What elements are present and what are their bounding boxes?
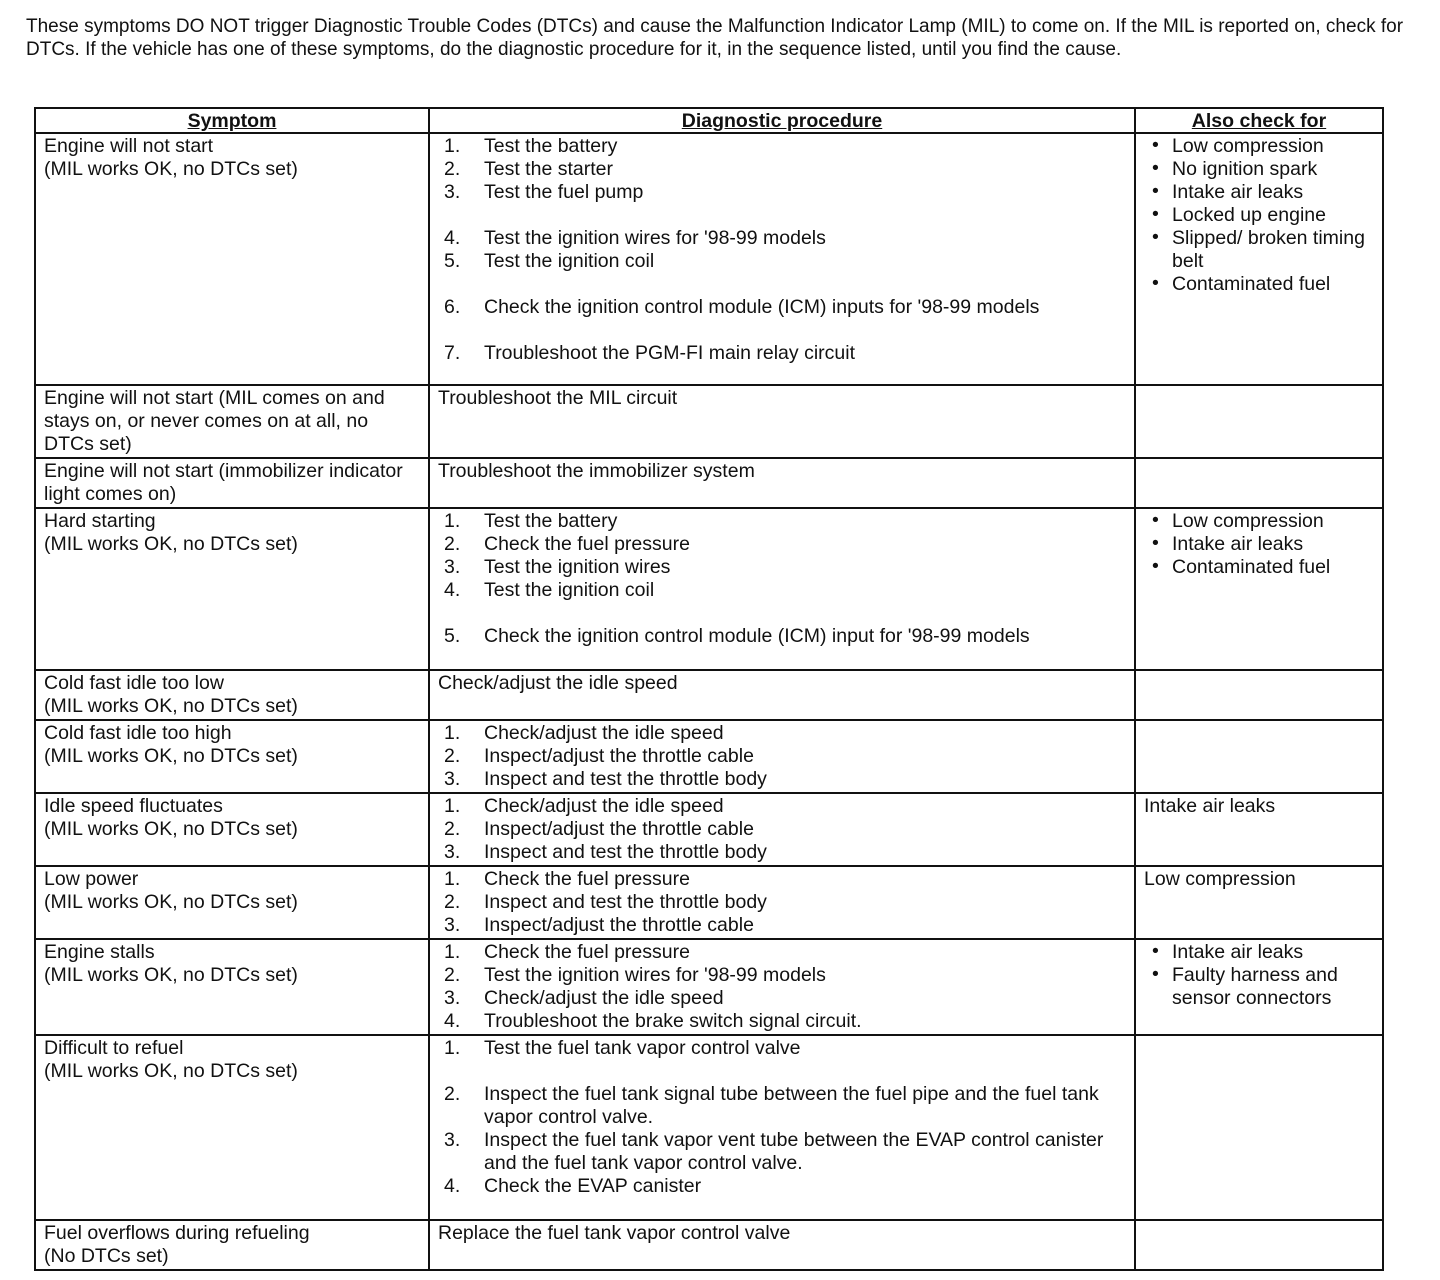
symptom-text: Fuel overflows during refueling bbox=[44, 1222, 310, 1244]
check-item: • Contaminated fuel bbox=[1152, 555, 1331, 578]
check-item: • Intake air leaks bbox=[1152, 532, 1304, 555]
check-item: • Intake air leaks bbox=[1152, 940, 1304, 963]
bullet-icon: • bbox=[1152, 272, 1159, 294]
symptom-cell bbox=[35, 939, 429, 1035]
symptom-text: (MIL works OK, no DTCs set) bbox=[44, 1060, 298, 1082]
table-header-row bbox=[35, 108, 1383, 133]
procedure-step: 1. Test the battery bbox=[444, 510, 618, 532]
symptom-text: Idle speed fluctuates bbox=[44, 795, 223, 817]
header-symptom: Symptom bbox=[35, 108, 429, 133]
also-check-cell bbox=[1135, 385, 1383, 458]
procedure-cell bbox=[429, 458, 1135, 508]
procedure-step: 1. Check the fuel pressure bbox=[444, 941, 690, 963]
procedure-cell bbox=[429, 1220, 1135, 1270]
table-row bbox=[35, 1220, 1383, 1270]
bullet-icon: • bbox=[1152, 963, 1159, 985]
check-item: • Slipped/ broken timing belt bbox=[1152, 226, 1365, 272]
check-item: • Faulty harness and sensor connectors bbox=[1152, 963, 1338, 1009]
check-list bbox=[1144, 135, 1374, 296]
procedure-text: Replace the fuel tank vapor control valve bbox=[438, 1222, 791, 1244]
procedure-step: 5. Check the ignition control module (ICM) input for '98-99 models bbox=[444, 625, 1030, 647]
check-item: • No ignition spark bbox=[1152, 157, 1318, 180]
procedure-cell bbox=[429, 133, 1135, 385]
table-row bbox=[35, 508, 1383, 670]
bullet-icon: • bbox=[1152, 509, 1159, 531]
symptom-text: (MIL works OK, no DTCs set) bbox=[44, 964, 298, 986]
procedure-step: 2. Test the starter bbox=[444, 158, 613, 180]
symptom-text: (MIL works OK, no DTCs set) bbox=[44, 695, 298, 717]
procedure-cell bbox=[429, 866, 1135, 939]
bullet-icon: • bbox=[1152, 940, 1159, 962]
procedure-step: 4. Troubleshoot the brake switch signal circuit. bbox=[444, 1010, 862, 1032]
procedure-step: 3. Inspect and test the throttle body bbox=[444, 841, 767, 863]
procedure-step: 1. Check the fuel pressure bbox=[444, 868, 690, 890]
procedure-step: 4. Test the ignition wires for '98-99 models bbox=[444, 227, 826, 249]
procedure-cell bbox=[429, 939, 1135, 1035]
check-text: Low compression bbox=[1144, 868, 1296, 890]
procedure-step: 6. Check the ignition control module (ICM) inputs for '98-99 models bbox=[444, 296, 1040, 318]
symptom-cell bbox=[35, 866, 429, 939]
symptom-text: (No DTCs set) bbox=[44, 1245, 169, 1267]
table-row bbox=[35, 720, 1383, 793]
table-row bbox=[35, 939, 1383, 1035]
table-row bbox=[35, 866, 1383, 939]
table-row bbox=[35, 670, 1383, 720]
procedure-step: 3. Test the fuel pump bbox=[444, 181, 644, 203]
procedure-cell bbox=[429, 670, 1135, 720]
procedure-steps bbox=[438, 941, 1126, 1033]
symptom-text: Low power bbox=[44, 868, 139, 890]
procedure-step: 4. Check the EVAP canister bbox=[444, 1175, 702, 1197]
also-check-cell bbox=[1135, 1220, 1383, 1270]
procedure-step: 1. Test the battery bbox=[444, 135, 618, 157]
bullet-icon: • bbox=[1152, 157, 1159, 179]
symptom-cell bbox=[35, 1035, 429, 1220]
table-row bbox=[35, 133, 1383, 385]
procedure-cell bbox=[429, 793, 1135, 866]
symptom-cell bbox=[35, 508, 429, 670]
check-item: • Low compression bbox=[1152, 134, 1324, 157]
procedure-cell bbox=[429, 720, 1135, 793]
procedure-cell bbox=[429, 385, 1135, 458]
symptom-text: (MIL works OK, no DTCs set) bbox=[44, 891, 298, 913]
procedure-step: 1. Test the fuel tank vapor control valve bbox=[444, 1037, 801, 1059]
also-check-cell bbox=[1135, 866, 1383, 939]
check-text: Intake air leaks bbox=[1144, 795, 1276, 817]
table-row bbox=[35, 1035, 1383, 1220]
procedure-text: Troubleshoot the MIL circuit bbox=[438, 387, 678, 409]
symptom-cell bbox=[35, 1220, 429, 1270]
bullet-icon: • bbox=[1152, 226, 1159, 248]
procedure-steps bbox=[438, 1037, 1126, 1198]
header-diagnostic-procedure: Diagnostic procedure bbox=[429, 108, 1135, 133]
bullet-icon: • bbox=[1152, 134, 1159, 156]
symptom-text: (MIL works OK, no DTCs set) bbox=[44, 818, 298, 840]
table-row bbox=[35, 793, 1383, 866]
symptom-text: Hard starting bbox=[44, 510, 156, 532]
procedure-text: Troubleshoot the immobilizer system bbox=[438, 460, 755, 482]
symptom-cell bbox=[35, 670, 429, 720]
check-list bbox=[1144, 941, 1374, 1010]
procedure-step: 7. Troubleshoot the PGM-FI main relay circuit bbox=[444, 342, 855, 364]
symptom-cell bbox=[35, 385, 429, 458]
table-row bbox=[35, 385, 1383, 458]
bullet-icon: • bbox=[1152, 532, 1159, 554]
also-check-cell bbox=[1135, 1035, 1383, 1220]
procedure-step: 3. Check/adjust the idle speed bbox=[444, 987, 724, 1009]
procedure-step: 3. Inspect and test the throttle body bbox=[444, 768, 767, 790]
procedure-step: 2. Inspect and test the throttle body bbox=[444, 891, 767, 913]
procedure-step: 2. Test the ignition wires for '98-99 models bbox=[444, 964, 826, 986]
procedure-step: 2. Inspect the fuel tank signal tube between the fuel pipe and the fuel tank vapor control valve. bbox=[444, 1083, 1099, 1128]
symptom-table bbox=[34, 107, 1384, 1271]
symptom-text: Engine will not start bbox=[44, 135, 214, 157]
procedure-steps bbox=[438, 868, 1126, 937]
procedure-steps bbox=[438, 135, 1126, 365]
also-check-cell bbox=[1135, 939, 1383, 1035]
procedure-step: 2. Check the fuel pressure bbox=[444, 533, 690, 555]
check-item: • Low compression bbox=[1152, 509, 1324, 532]
procedure-steps bbox=[438, 795, 1126, 864]
check-list bbox=[1144, 510, 1374, 579]
symptom-cell bbox=[35, 133, 429, 385]
procedure-steps bbox=[438, 722, 1126, 791]
symptom-text: Engine will not start (MIL comes on and stays on, or never comes on at all, no DTCs set) bbox=[44, 387, 385, 455]
also-check-cell bbox=[1135, 720, 1383, 793]
procedure-cell bbox=[429, 1035, 1135, 1220]
procedure-step: 4. Test the ignition coil bbox=[444, 579, 655, 601]
bullet-icon: • bbox=[1152, 180, 1159, 202]
procedure-step: 3. Inspect the fuel tank vapor vent tube between the EVAP control canister and the fuel tank vapor control valve. bbox=[444, 1129, 1104, 1174]
procedure-step: 5. Test the ignition coil bbox=[444, 250, 655, 272]
symptom-text: (MIL works OK, no DTCs set) bbox=[44, 745, 298, 767]
symptom-text: Engine will not start (immobilizer indicator light comes on) bbox=[44, 460, 403, 505]
symptom-text: Cold fast idle too high bbox=[44, 722, 232, 744]
symptom-text: Cold fast idle too low bbox=[44, 672, 224, 694]
bullet-icon: • bbox=[1152, 203, 1159, 225]
check-item: • Intake air leaks bbox=[1152, 180, 1304, 203]
symptom-cell bbox=[35, 458, 429, 508]
symptom-cell bbox=[35, 793, 429, 866]
symptom-text: (MIL works OK, no DTCs set) bbox=[44, 533, 298, 555]
also-check-cell bbox=[1135, 458, 1383, 508]
check-item: • Locked up engine bbox=[1152, 203, 1326, 226]
table-row bbox=[35, 458, 1383, 508]
also-check-cell bbox=[1135, 508, 1383, 670]
symptom-text: (MIL works OK, no DTCs set) bbox=[44, 158, 298, 180]
also-check-cell bbox=[1135, 793, 1383, 866]
procedure-step: 1. Check/adjust the idle speed bbox=[444, 795, 724, 817]
symptom-cell bbox=[35, 720, 429, 793]
procedure-cell bbox=[429, 508, 1135, 670]
also-check-cell bbox=[1135, 670, 1383, 720]
intro-paragraph: These symptoms DO NOT trigger Diagnostic Trouble Codes (DTCs) and cause the Malfunction Indicator Lamp (MIL) to come on. If the MIL is reported on, check for DTCs. If the vehicle has one of these symptoms, do the diagnostic procedure for it, in the sequence listed, until you find the cause. bbox=[26, 16, 1404, 60]
procedure-step: 3. Test the ignition wires bbox=[444, 556, 671, 578]
symptom-text: Difficult to refuel bbox=[44, 1037, 184, 1059]
symptom-text: Engine stalls bbox=[44, 941, 155, 963]
also-check-cell bbox=[1135, 133, 1383, 385]
procedure-step: 3. Inspect/adjust the throttle cable bbox=[444, 914, 754, 936]
procedure-text: Check/adjust the idle speed bbox=[438, 672, 678, 694]
check-item: • Contaminated fuel bbox=[1152, 272, 1331, 295]
bullet-icon: • bbox=[1152, 555, 1159, 577]
procedure-step: 2. Inspect/adjust the throttle cable bbox=[444, 818, 754, 840]
procedure-steps bbox=[438, 510, 1126, 648]
procedure-step: 2. Inspect/adjust the throttle cable bbox=[444, 745, 754, 767]
header-also-check-for: Also check for bbox=[1135, 108, 1383, 133]
procedure-step: 1. Check/adjust the idle speed bbox=[444, 722, 724, 744]
